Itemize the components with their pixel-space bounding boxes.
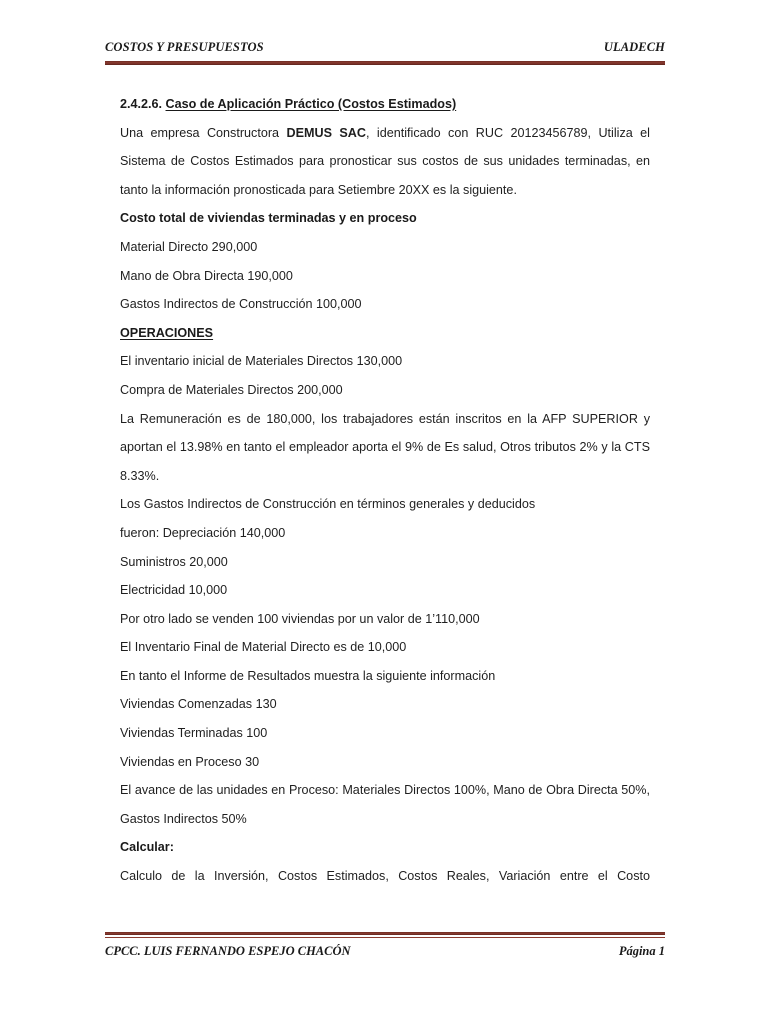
section-heading-title: Caso de Aplicación Práctico (Costos Estimados) [165,97,457,111]
ventas-line: En tanto el Informe de Resultados muestra la siguiente información [120,668,496,683]
section-heading [120,90,650,119]
header-right-text: ULADECH [603,40,665,54]
header-divider-rule [105,61,665,65]
costo-item: Gastos Indirectos de Construcción 100,000 [120,297,362,312]
operacion-item: El inventario inicial de Materiales Directos 130,000 [120,354,403,369]
costo-total-label: Costo total de viviendas terminadas y en proceso [120,211,417,226]
ventas-line: Viviendas Comenzadas 130 [120,697,277,712]
ventas-line: Viviendas Terminadas 100 [120,726,268,741]
costo-item: Mano de Obra Directa 190,000 [120,268,293,283]
ventas-line: El Inventario Final de Material Directo es de 10,000 [120,640,407,655]
intro-paragraph [120,119,650,205]
footer-author-text: CPCC. LUIS FERNANDO ESPEJO CHACÓN [105,944,351,958]
footer-divider-rule-thick [105,932,665,935]
page-header [105,40,665,55]
avance-paragraph: El avance de las unidades en Proceso: Materiales Directos 100%, Mano de Obra Directa 50%, Gastos Indirectos 50% [120,783,650,826]
section-heading-number: 2.4.2.6. [120,97,163,111]
company-name: DEMUS SAC [286,125,366,140]
gastos-indirectos-line: Los Gastos Indirectos de Construcción en términos generales y deducidos [120,497,536,512]
gastos-indirectos-line: fueron: Depreciación 140,000 [120,525,286,540]
ventas-line: Por otro lado se venden 100 viviendas por un valor de 1’110,000 [120,611,480,626]
gastos-indirectos-line: Suministros 20,000 [120,554,228,569]
footer-page-number: Página 1 [618,944,665,958]
ventas-line: Viviendas en Proceso 30 [120,754,260,769]
footer-divider-rule-thin [105,937,665,938]
header-left-text: COSTOS Y PRESUPUESTOS [105,40,264,54]
operacion-item: Compra de Materiales Directos 200,000 [120,382,343,397]
gastos-indirectos-line: Electricidad 10,000 [120,583,228,598]
document-body [120,90,650,919]
intro-part1: Una empresa Constructora [120,125,287,140]
operaciones-heading-text: OPERACIONES [120,325,214,340]
costo-item: Material Directo 290,000 [120,239,258,254]
intro-part2: , identificado con RUC 20123456789, Utiliza el Sistema de Costos Estimados para pronosticar sus costos de sus unidades terminadas, en tanto la información pronosticada para Setiembre 20XX es la siguiente. [120,125,650,197]
operaciones-heading [120,319,650,348]
page-footer [105,944,665,959]
remuneracion-paragraph: La Remuneración es de 180,000, los trabajadores están inscritos en la AFP SUPERIOR y aportan el 13.98% en tanto el empleador aporta el 9% de Es salud, Otros tributos 2% y la CTS 8.33%. [120,411,650,483]
calcular-label: Calcular: [120,840,174,855]
calcular-paragraph: Calculo de la Inversión, Costos Estimados, Costos Reales, Variación entre el Costo [120,869,650,884]
